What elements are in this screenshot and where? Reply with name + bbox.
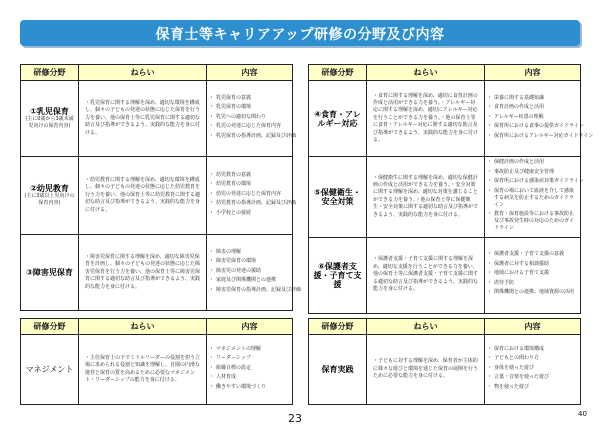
field-label: 保育実践 [321,365,354,374]
header-field: 研修分野 [309,319,367,335]
aim-cell: ・主任保育士の下でミドルリーダーの役割を担う立場に求められる役割と知識を理解し、自園の円滑な運営と保育の質を高めるために必要なマネジメント・リーダーシップの能力を身に付ける。 [79,335,207,405]
list-item: ・ リーダーシップ [211,355,288,362]
page-title: 保育士等キャリアアップ研修の分野及び内容 [155,27,445,43]
list-item: ・ 幼児教育の指導計画、記録及び評価 [211,200,288,207]
list-item: ・ 保護者に対する相談援助 [489,261,576,268]
header-content: 内容 [207,65,293,81]
table-bottom-right [308,318,581,405]
content-cell [485,335,581,405]
header-aim: ねらい [367,319,485,335]
table-row [21,235,293,311]
aim-cell: ・乳児保育に関する理解を深め、適切な環境を構成し、個々の子どもの発達の状態に応じた保育を行う力を養い、他の保育士等に乳児保育に関する適切な助言及び指導ができるよう、実践的な能力を身に付ける。 [79,81,207,157]
list-item: ・ 乳児保育の指導計画、記録及び評価 [211,133,288,140]
content-cell [207,335,293,405]
field-cell [21,235,79,311]
table-header-row [309,319,581,335]
list-item: ・ 保育の場において血液を介して感染する病気を防止するためのガイドライン [489,188,576,209]
list-item: ・ 組織目標の設定 [211,365,288,372]
table-row [309,335,581,405]
content-cell [485,237,581,313]
list-item: ・ 身体を使った遊び [489,365,576,372]
list-item: ・ マネジメントの理解 [211,346,288,353]
header-content: 内容 [485,65,581,81]
field-label: ②幼児教育 [30,184,69,193]
aim-cell: ・障害児保育に関する理解を深め、適切な障害児保育を計画し、個々の子どもの発達の状態に応じた障害児保育を行う力を養い、他の保育士等に障害児保育に関する適切な助言及び指導ができるよう、実践的な能力を身に付ける。 [79,235,207,311]
list-item: ・ 障害の理解 [211,249,288,256]
list-item: ・ 幼児教育の環境 [211,181,288,188]
field-label: ③障害児保育 [26,268,73,277]
list-item: ・ 乳児の発達に応じた保育内容 [211,123,288,130]
header-content: 内容 [207,319,293,335]
table-row [21,157,293,235]
table-row [309,157,581,238]
field-label: マネジメント [25,365,74,374]
header-field: 研修分野 [309,65,367,81]
header-field: 研修分野 [21,319,79,335]
list-item: ・ アレルギー疾患の理解 [489,114,576,121]
field-sub: (主に3歳以上児向けの保育内容) [24,193,75,206]
header-aim: ねらい [79,319,207,335]
aim-cell: ・保護者支援・子育て支援に関する理解を深め、適切な支援を行うことができる力を養い、他の保育士等に保護者支援・子育て支援に関する適切な助言及び指導ができるよう、実践的な能力を身に付ける。 [367,237,485,313]
table-row [21,335,293,405]
table-row [21,81,293,157]
title-banner [20,20,580,46]
field-label: ⑤保健衛生・安全対策 [314,187,361,206]
table-header-row [309,65,581,81]
field-cell [309,335,367,405]
table-top-right [308,64,594,314]
header-content: 内容 [485,319,581,335]
list-item: ・ 幼児教育の意義 [211,172,288,179]
aim-cell: ・子どもに対する理解を深め、保育者が主体的に様々な遊びと環境を通じた保育の展開を行うために必要な能力を身に付ける。 [367,335,485,405]
page-number: 23 [288,412,302,425]
list-item: ・ 栄養に関する基礎知識 [489,95,576,102]
content-cell [485,81,594,157]
field-cell [309,81,367,157]
list-item: ・ 家庭及び関係機関との連携 [211,277,288,284]
list-item: ・ 保護者支援・子育て支援の意義 [489,251,576,258]
list-item: ・ 保育所における感染症対策ガイドライン [489,178,576,185]
field-sub: (主に0歳から3歳未満児向けの保育内容) [25,116,74,129]
content-cell [207,157,297,235]
list-item: ・ 乳児保育の環境 [211,104,288,111]
aim-cell: ・幼児教育に関する理解を深め、適切な環境を構成し、個々の子どもの発達の状態に応じた幼児教育を行う力を養い、他の保育士等に幼児教育に関する適切な助言及び指導ができるよう、実践的な能力を身に付ける。 [79,157,207,235]
list-item: ・ 言葉・音楽を使った遊び [489,374,576,381]
field-cell [21,157,79,235]
field-cell [21,335,79,405]
list-item: ・ 関係機関との連携、地域資源の活用 [489,289,576,296]
list-item: ・ 障害児の発達の援助 [211,268,288,275]
list-item: ・ 物を使った遊び [489,384,576,391]
list-item: ・ 地域における子育て支援 [489,270,576,277]
list-item: ・ 保育における環境構成 [489,346,576,353]
list-item: ・ 乳児保育の意義 [211,95,288,102]
field-label: ⑥保護者支援・子育て支援 [313,261,362,289]
table-bottom-left [20,318,293,405]
list-item: ・ 食育計画の作成と活用 [489,104,576,111]
header-field: 研修分野 [21,65,79,81]
list-item: ・ 障害児保育の指導計画、記録及び評価 [211,287,288,294]
field-cell [21,81,79,157]
field-cell [309,237,367,313]
list-item: ・ 幼児の発達に応じた保育内容 [211,191,288,198]
list-item: ・ 保育所におけるアレルギー対応ガイドライン [489,133,576,140]
table-row [309,81,581,157]
list-item: ・ 教育・保育施設等における事故防止及び事故発生時の対応のためのガイドライン [489,211,576,232]
table-row [309,237,581,313]
list-item: ・ 保健計画の作成と活用 [489,159,576,166]
list-item: ・ 保育所における食事の提供ガイドライン [489,123,576,130]
list-item: ・ 虐待予防 [489,280,576,287]
table-header-row [21,65,293,81]
list-item: ・ 乳児への適切な関わり [211,114,288,121]
list-item: ・ 子どもとの関わり方 [489,355,576,362]
aim-cell: ・保健衛生に関する理解を深め、適切な保健計画の作成と活用ができる力を養う。・安全対策に関する理解を深め、適切な対策を講じることができる力を養う。・他の保育士等に保健衛生・安全対策に関する適切な助言及び指導ができるよう、実践的な能力を身に付ける。 [367,157,485,238]
table-top-left [20,64,302,311]
list-item: ・ 小学校との接続 [211,210,288,217]
field-cell [309,157,367,238]
list-item: ・ 人材育成 [211,374,288,381]
list-item: ・ 障害児保育の環境 [211,258,288,265]
field-label: ①乳児保育 [30,107,69,116]
list-item: ・ 事故防止及び健康安全管理 [489,169,576,176]
header-aim: ねらい [367,65,485,81]
list-item: ・ 働きやすい環境づくり [211,384,288,391]
content-cell [207,81,297,157]
table-header-row [21,319,293,335]
header-aim: ねらい [79,65,207,81]
aim-cell: ・食育に関する理解を深め、適切に食育計画の作成と活用ができる力を養う。・アレルギー対応に関する理解を深め、適切にアレルギー対応を行うことができる力を養う。・他の保育士等に食育・アレルギー対応に関する適切な助言及び指導ができるよう、実践的な能力を身に付ける。 [367,81,485,157]
field-label: ④食育・アレルギー対応 [314,109,361,128]
slide-number: 40 [578,410,587,418]
content-cell [207,235,302,311]
content-cell [485,157,584,238]
